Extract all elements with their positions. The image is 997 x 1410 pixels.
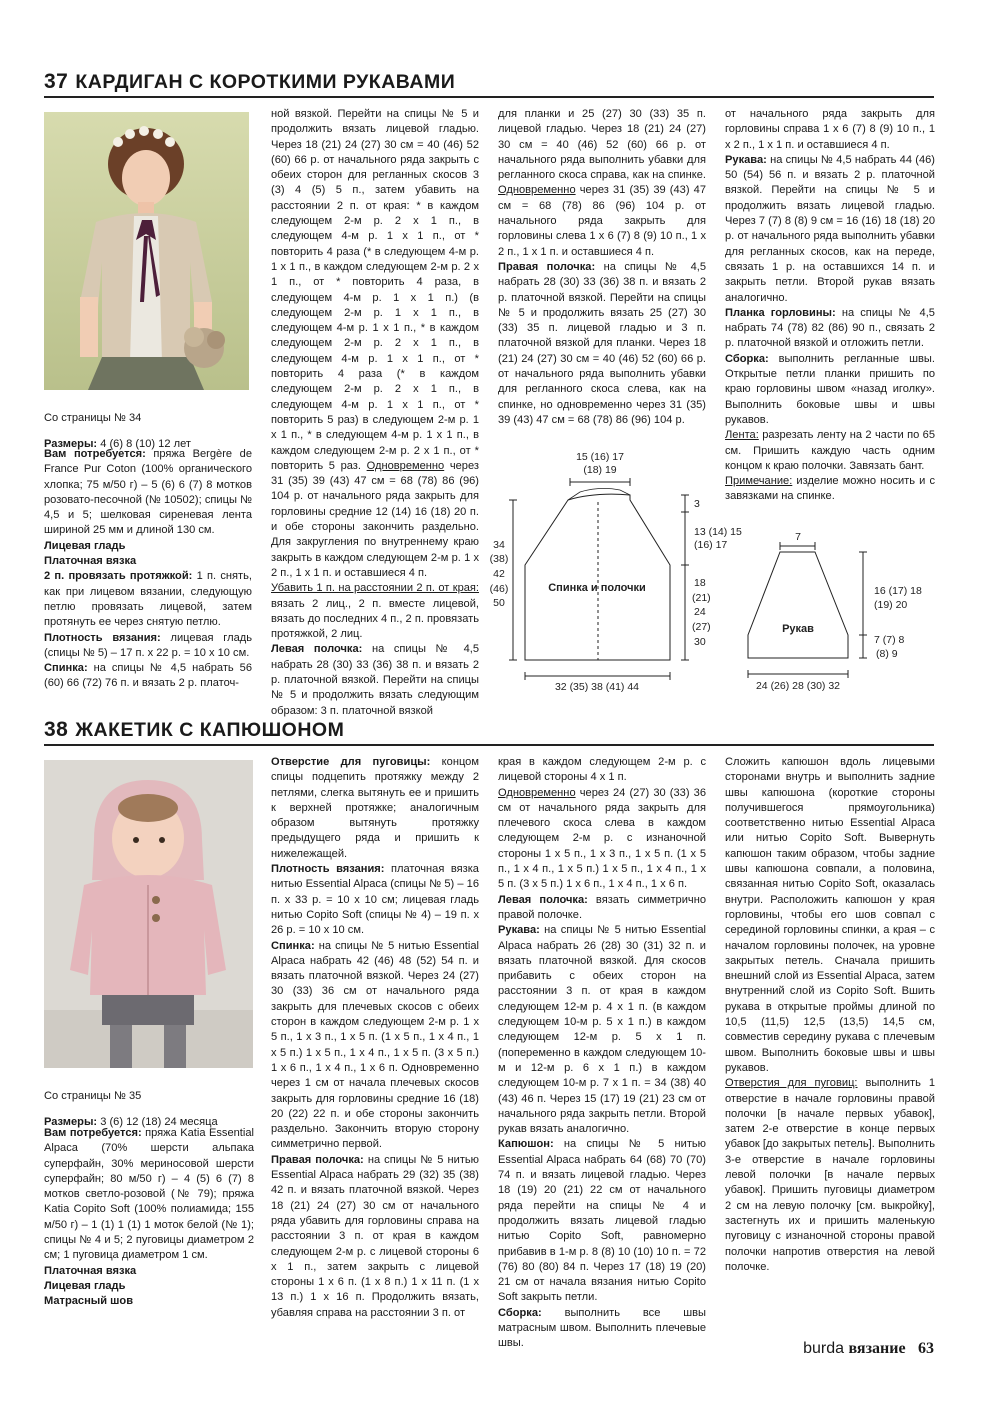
section-37-number: 37 xyxy=(44,70,69,93)
s38-assembly: выполнить все швы матрасным швом. Выполнить плечевые швы. xyxy=(498,1306,706,1350)
s37-right-label: Правая полочка: xyxy=(498,260,596,273)
dim-side-4: (27) xyxy=(692,621,711,633)
section-38-photo xyxy=(44,760,253,1068)
s38-back: на спицы № 5 нитью Essential Alpaca набрать 42 (46) 48 (52) 54 п. и вязать платочной вязкой. Через 24 (27) 30 (33) 36 см от начального ряда закрыть для плечевых скосов с обеих сторон в каждом следующем 2-м р. 1 х 5 п., 1 х 3 п., 1 х 5 п. (1 х 5 п., 1 х 4 п., 1 х 5 п.) 1 х 5 п., 1 х 4 п., 1 х 5 п. (3 х 5 п.) 1 х 6 п., 1 х 4 п., 1 х 6 п. Одновременно через 1 см от начала плечевых скосов закрыть для горловины средние 16 (18) 20 (22) 22 п. и обе стороны закончить раздельно. Закончить вторую сторону симметрично первой. xyxy=(271,939,479,1151)
s38-c3a: края в каждом следующем 2-м р. с лицевой стороны 4 х 1 п. xyxy=(498,756,706,784)
section-37-heading: КАРДИГАН С КОРОТКИМИ РУКАВАМИ xyxy=(75,71,456,93)
s37-need: пряжа Bergère de France Pur Coton (100% органического хлопка; 75 м/50 г) – 5 (6) 6 (7) 8 мотков розовато-песочной (№ 10502); спицы № 4,5 и 5; шелковая сиреневая лента шириной 25 мм и длиной 130 см. xyxy=(44,448,252,537)
footer-brand: burda xyxy=(803,1340,845,1357)
s38-sleeve-label: Рукава: xyxy=(498,924,540,937)
dim-raglan-1: 13 (14) 15 xyxy=(694,526,742,538)
s38-hood: на спицы № 5 нитью Essential Alpaca набрать 64 (68) 70 (70) 74 п. и вязать лицевой гладью. Через 18 (19) 20 (21) 22 см от начального ряда перейти на спицы № 4 и продолжить вязать лицевой гладью нитью Copito Soft, равномерно прибавив в 1-м р. 8 (8) 10 (10) 10 п. = 72 (76) 80 (80) 84 п. Через 17 (18) 19 (20) 21 см от начала вязания нитью Copito Soft закрыть петли. xyxy=(498,1138,706,1304)
section-38-number: 38 xyxy=(44,718,69,741)
s37-c4a: от начального ряда закрыть для горловины справа 1 х 6 (7) 8 (9) 10 п., 1 х 2 п., 1 х 1 п. и оставшиеся 4 п. xyxy=(725,108,935,151)
s37-sleeve-label: Рукава: xyxy=(725,153,767,166)
s37-right: на спицы № 4,5 набрать 28 (30) 33 (36) 38 п. и вязать 2 р. платочной вязкой. Перейти на спицы № 5 и продолжить вязать 25 (27) 30 (33) 35 п. лицевой гладью и 3 п. платочной вязкой для планки. Через 18 (21) 24 (27) 30 см = 40 (46) 52 (60) 66 р. от начального ряда выполнить убавки для регланного скоса слева, как на спинке, но одновременно через 31 (35) 39 (43) 47 см = 68 (78) 86 (96) 104 р. xyxy=(498,260,706,426)
section-38-from-page: Со страницы № 35 xyxy=(44,1090,142,1103)
dim-side-5: 30 xyxy=(694,636,706,648)
section-37-schematic xyxy=(480,440,940,700)
s37-c2a: ной вязкой. Перейти на спицы № 5 и продолжить вязать лицевой гладью. Через 18 (21) 24 (27) 30 см = 40 (46) 52 (60) 66 р. от начального ряда закрыть с обеих сторон для регланных скосов 3 (3) 4 (5) 5 п., затем убавить на расстоянии 2 п. от края: * в каждом следующем 2-м р. 2 х 1 п., в следующем 4-м р. 1 х 1 п., от * повторить 4 раза (* в следующем 4-м р. 1 х 1 п., в каждом следующем 2-м р. 2 х 1 п., от * повторить 4 раза, в следующем 4-м р. 1 х 1 п.) (в следующем 2-м р. 1 х 1 п., в следующем 4-м р. 1 х 1 п., * в каждом следующем 2-м р. 2 х 1 п., в следующем 4-м р. 1 х 1 п., от * повторить 4 раза (* в каждом следующем 2-м р. 2 х 1 п., в следующем 4-м р. 1 х 1 п., от * повторить 5 раз) в следующем 2-м р. 1 х 1 п., * в следующем 4-м р. 1 х 1 п., в каждом следующем 2-м р. 2 х 1 п., от * повторить 5 раз. xyxy=(271,108,479,472)
s37-ribbon: разрезать ленту на 2 части по 65 см. Пришить каждую часть одним концом к краю полочки. Завязать бант. xyxy=(725,429,935,472)
s38-hole-label: Отверстие для пуговицы: xyxy=(271,756,431,768)
section-37-col-3 xyxy=(498,107,706,428)
dim-neck-depth: 3 xyxy=(694,498,700,510)
s37-assembly: выполнить регланные швы. Открытые петли планки пришить по краю горловины швом «назад иголку». Выполнить боковые швы и швы рукавов. xyxy=(725,352,935,426)
s37-ribbon-label: Лента: xyxy=(725,429,759,442)
s37-c3-simul: Одновременно xyxy=(498,184,576,197)
s37-gauge-label: Плотность вязания: xyxy=(44,631,161,644)
section-37-col-1 xyxy=(44,447,252,692)
s38-back-label: Спинка: xyxy=(271,939,315,952)
section-37-col-2 xyxy=(271,107,479,719)
s38-holes-label: Отверстия для пуговиц: xyxy=(725,1077,858,1090)
s38-hole: концом спицы подцепить протяжку между 2 петлями, слегка вытянуть ее и пришить к верхней протяжке; аналогичным образом вытянуть протяжку предыдущего ряда и пришить к нижележащей. xyxy=(271,756,479,860)
s38-pattern-1: Платочная вязка xyxy=(44,1264,137,1277)
s37-need-label: Вам потребуется: xyxy=(44,448,146,460)
dim-height-2: (38) xyxy=(489,553,509,565)
s38-pattern-3: Матрасный шов xyxy=(44,1295,134,1308)
section-37-rule xyxy=(44,96,934,98)
s37-c3a: для планки и 25 (27) 30 (33) 35 п. лицевой гладью. Через 18 (21) 24 (27) 30 см = 40 (46) 52 (60) 66 р. от начального ряда выполнить убавки для регланного скоса справа, как на спинке. xyxy=(498,108,706,182)
section-37-sizes-label: Размеры: xyxy=(44,438,98,451)
s37-note-label: Примечание: xyxy=(725,475,793,488)
dim-top-width-2: (18) 19 xyxy=(583,464,617,476)
page-number: 63 xyxy=(918,1340,934,1357)
s37-c3b: через 31 (35) 39 (43) 47 см = 68 (78) 86 (96) 104 р. от начального ряда закрыть для горловины слева 1 х 6 (7) 8 (9) 10 п., 1 х 2 п., 1 х 1 п. и оставшиеся 4 п. xyxy=(498,184,706,258)
s37-band-label: Планка горловины: xyxy=(725,306,836,319)
section-38-sizes-label: Размеры: xyxy=(44,1116,98,1129)
s38-holes: выполнить 1 отверстие в начале горловины правой полочки [в начале первых убавок], затем 2-е отверстие в конце первых убавок [до закрытых петель]. Выполнить 3-е отверстие в начале горловины левой полочки [в начале первых убавок]. Пришить пуговицы диаметром 2 см на левую полочку [см. выкройку], застегнуть их и пришить маленькую пуговицу с изнаночной стороны правой полочки напротив отверстия на левой полочке. xyxy=(725,1077,936,1273)
s38-sleeve: на спицы № 5 нитью Essential Alpaca набрать 26 (28) 30 (31) 32 п. и вязать платочной вязкой. Для скосов прибавить с обеих сторон на расстоянии 3 п. от края в каждом следующем 12-м р. 4 х 1 п. (в каждом следующем 10-м р. 5 х 1 п.) в каждом следующем 12-м р. 5 х 1 п. (попеременно в каждом следующем 10-м и 12-м р. 6 х 1 п.) в каждом следующем 10-м р. 7 х 1 п. = 34 (38) 40 (43) 46 п. Через 15 (17) 19 (21) 23 см от начального ряда закрыть петли. Второй рукав вязать аналогично. xyxy=(498,924,706,1136)
dim-sleeve-bottom: 24 (26) 28 (30) 32 xyxy=(755,680,841,692)
dim-sleeve-side-1: 7 (7) 8 xyxy=(874,634,905,646)
section-37-title xyxy=(44,70,455,94)
s38-left: вязать симметрично правой полочке. xyxy=(498,893,706,921)
body-label: Спинка и полочки xyxy=(548,582,646,594)
s38-need-label: Вам потребуется: xyxy=(44,1127,142,1139)
s38-hood-label: Капюшон: xyxy=(498,1138,554,1151)
section-38-col-1 xyxy=(44,1126,254,1310)
s37-tuck-label: 2 п. провязать протяжкой: xyxy=(44,570,193,583)
s38-right: на спицы № 5 нитью Essential Alpaca набрать 29 (32) 35 (38) 42 п. и вязать платочной вязкой. Через 18 (21) 24 (27) 30 см от начального ряда убавить для горловины справа на расстоянии 3 п. от края в каждом следующем 2-м р. с лицевой стороны 6 х 1 п., затем закрыть с лицевой стороны 1 х 6 п. (1 х 8 п.) 1 х 11 п. (1 х 13 п.) 1 х 16 п. Продолжить вязать, убавляя справа на расстоянии 3 п. от xyxy=(271,1153,479,1319)
section-38-col-3 xyxy=(498,755,706,1352)
footer-magazine: вязание xyxy=(848,1340,906,1357)
dim-side-2: (21) xyxy=(692,592,711,604)
dim-side-1: 18 xyxy=(694,577,706,589)
dim-height-4: (46) xyxy=(489,583,509,595)
s37-pattern-2: Платочная вязка xyxy=(44,555,137,568)
s37-c2-simul: Одновременно xyxy=(366,459,445,472)
dim-sleeve-side-2: (8) 9 xyxy=(876,648,898,660)
s37-left-label: Левая полочка: xyxy=(271,643,363,656)
section-37-from-page: Со страницы № 34 xyxy=(44,412,142,425)
s38-c3b: через 24 (27) 30 (33) 36 см от начального ряда закрыть для плечевого скоса слева в каждом следующем 2-м р. с изнаночной стороны 1 х 5 п., 1 х 3 п., 1 х 5 п. (1 х 5 п., 1 х 4 п., 1 х 5 п.) 1 х 5 п., 1 х 4 п., 1 х 5 п. (3 х 5 п.) 1 х 6 п., 1 х 4 п., 1 х 6 п. xyxy=(498,786,706,891)
s37-band: на спицы № 4,5 набрать 74 (78) 82 (86) 90 п., связать 2 р. платочной вязкой и отложить петли. xyxy=(725,306,935,350)
s38-pattern-2: Лицевая гладь xyxy=(44,1279,126,1292)
dim-sleeve-raglan-2: (19) 20 xyxy=(874,599,908,611)
section-38-col-2 xyxy=(271,755,479,1321)
section-38-sizes: 3 (6) 12 (18) 24 месяца xyxy=(100,1116,218,1129)
sleeve-label: Рукав xyxy=(782,623,814,635)
s37-tuck: 1 п. снять, как при лицевом вязании, следующую петлю провязать лицевой, затем протянуть ее через снятую петлю. xyxy=(44,570,252,629)
s38-left-label: Левая полочка: xyxy=(498,893,588,906)
dim-height-1: 34 xyxy=(493,539,505,551)
dim-bottom-width: 32 (35) 38 (41) 44 xyxy=(554,681,640,693)
dim-raglan-2: (16) 17 xyxy=(694,539,728,551)
dim-height-5: 50 xyxy=(493,597,505,609)
dim-height-3: 42 xyxy=(493,568,505,580)
dim-top-width-1: 15 (16) 17 xyxy=(576,451,624,463)
section-38-col-4 xyxy=(725,755,935,1275)
page-footer xyxy=(803,1340,934,1358)
s37-c2c: вязать 2 лиц., 2 п. вместе лицевой, вязать до последних 4 п., 2 п. провязать протяжкой, 2 лиц. xyxy=(271,597,479,641)
s38-gauge-label: Плотность вязания: xyxy=(271,863,385,876)
s38-c3-simul: Одновременно xyxy=(498,786,576,799)
s37-back: на спицы № 4,5 набрать 56 (60) 66 (72) 76 п. и вязать 2 р. платоч- xyxy=(44,662,252,690)
section-38-heading: ЖАКЕТИК С КАПЮШОНОМ xyxy=(75,719,345,741)
sleeve-outline xyxy=(748,552,848,658)
s37-back-label: Спинка: xyxy=(44,662,88,675)
s37-c2b: через 31 (35) 39 (43) 47 см = 68 (78) 86 (96) 104 р. от начального ряда закрыть для горловины средние 12 (14) 16 (18) 20 п. и обе стороны закончить раздельно. Для закругления по внутреннему краю закрыть в каждом следующем 2-м р. 1 х 2 п., 1 х 1 п. и оставшиеся 4 п. xyxy=(271,459,479,579)
s37-gauge: лицевая гладь (спицы № 5) – 17 п. х 22 р. = 10 х 10 см. xyxy=(44,631,252,659)
s37-sleeve: на спицы № 4,5 набрать 44 (46) 50 (54) 56 п. и вязать 2 р. платочной вязкой. Перейти на спицы № 5 и продолжить вязать лицевой гладью. Через 7 (7) 8 (8) 9 см = 16 (16) 18 (18) 20 р. от начального ряда выполнить убавки для регланных скосов, как на переде, связать 1 р. на оставшихся 14 п. и закрыть петли. Второй рукав вязать аналогично. xyxy=(725,153,935,304)
s38-need: пряжа Katia Essential Alpaca (70% шерсти альпака суперфайн, 30% мериносовой шерсти суперфайн; 80 м/50 г) – 4 (5) 6 (7) 8 мотков светло-розовой (№ 79); пряжа Katia Copito Soft (100% полиамида; 155 м/50 г) – 1 (1) 1 (1) 1 моток белой (№ 1); спицы № 4 и 5; 2 пуговицы диаметром 2 см; 1 пуговица диаметром 1 см. xyxy=(44,1127,254,1262)
section-38-title xyxy=(44,718,344,742)
dim-side-3: 24 xyxy=(694,606,706,618)
s37-left: на спицы № 4,5 набрать 28 (30) 33 (36) 38 п. и вязать 2 р. платочной вязкой. Перейти на спицы № 5 и продолжить вязать следующим образом: 3 п. платочной вязкой xyxy=(271,643,479,717)
dim-sleeve-top: 7 xyxy=(795,531,801,543)
s38-c4a: Сложить капюшон вдоль лицевыми сторонами внутрь и выполнить задние швы капюшона (короткие стороны получившегося прямоугольника) соответственно нитью Essential Alpaca или нитью Copito Soft. Вывернуть капюшон таким образом, чтобы задние швы капюшона совпали, а половина, связанная нитью Copito Soft, оказалась внутри. Расположить капюшон у края горловины, чтобы его шов совпал с серединой горловины спинки, а края – с началом горловины полочек, на уровне закрытых петель. Сначала пришить внешний слой из Essential Alpaca, затем внутренний слой из Copito Soft. Вшить рукава в открытые проймы длиной по 10,5 (11,5) 12,5 (13,5) 14,5 см, совместив середину рукава с плечевым швом. Выполнить боковые швы и швы рукавов. xyxy=(725,756,935,1074)
s38-right-label: Правая полочка: xyxy=(271,1153,364,1166)
s38-assembly-label: Сборка: xyxy=(498,1306,542,1319)
section-37-sizes: 4 (6) 8 (10) 12 лет xyxy=(100,438,191,451)
section-37-photo xyxy=(44,112,249,390)
s37-assembly-label: Сборка: xyxy=(725,352,769,365)
s37-c2-dec: Убавить 1 п. на расстоянии 2 п. от края: xyxy=(271,582,479,595)
dim-sleeve-raglan-1: 16 (17) 18 xyxy=(874,585,922,597)
section-38-rule xyxy=(44,744,934,746)
s38-gauge: платочная вязка нитью Essential Alpaca (спицы № 5) – 16 п. х 33 р. = 10 х 10 см; лицевая гладь нитью Copito Soft (спицы № 4) – 19 п. х 26 р. = 10 х 10 см. xyxy=(271,863,479,937)
s37-note: изделие можно носить и с завязками на спинке. xyxy=(725,475,935,503)
s37-pattern-1: Лицевая гладь xyxy=(44,539,126,552)
